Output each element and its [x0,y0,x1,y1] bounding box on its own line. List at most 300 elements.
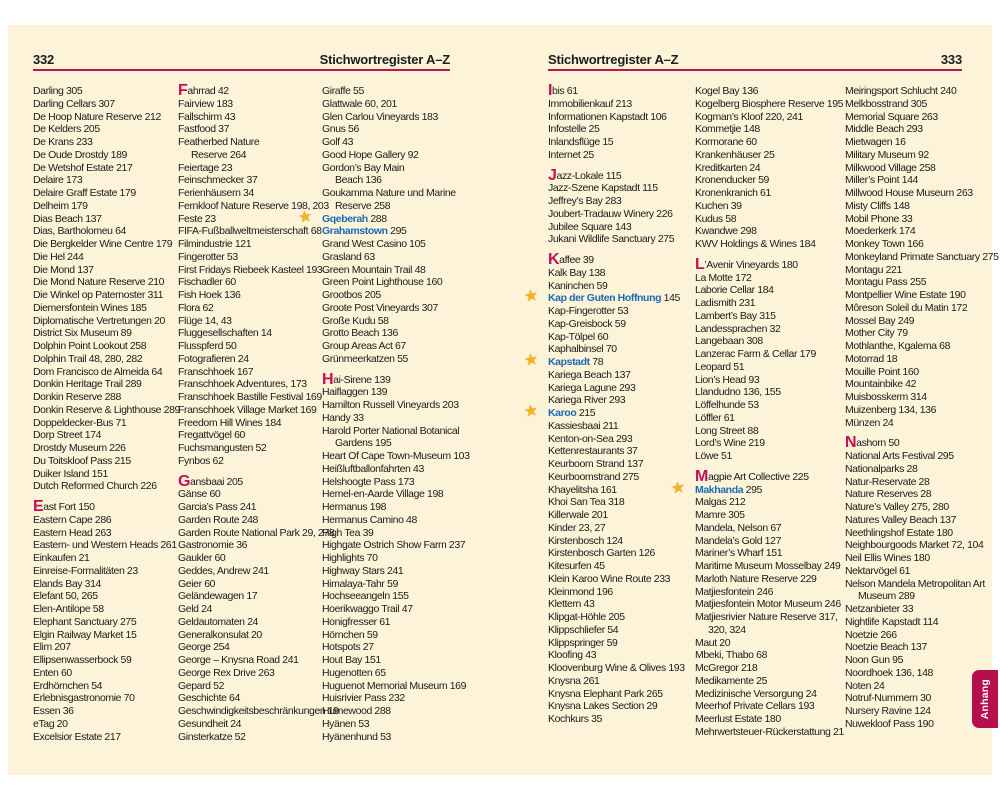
index-entry: Jukani Wildlife Sanctuary 275 [548,233,675,246]
index-entry: Grahamstown 295 [322,225,407,238]
index-entry: Essen 36 [33,705,74,717]
index-entry: Hoerikwaggo Trail 47 [322,603,413,615]
index-entry: Fluggesellschaften 14 [178,327,272,340]
section-letter: H [322,370,334,388]
index-entry: Nuwekloof Pass 190 [845,717,934,730]
index-entry: Memorial Square 263 [845,110,938,123]
index-entry: Hermanus Camino 48 [322,513,417,526]
index-entry: KWV Holdings & Wines 184 [695,238,816,250]
index-entry: Kariega River 293 [548,394,626,407]
index-entry: Neighbourgoods Market 72, 104 [845,539,984,552]
index-entry: Highgate Ostrich Show Farm 237 [322,539,466,552]
index-entry: Gordon’s Bay Main [322,161,405,174]
index-entry: Dias, Bartholomeu 64 [33,225,126,238]
index-entry: Heißluftballonfahrten 43 [322,462,424,475]
index-entry: Franschhoek Adventures, 173 [178,378,307,391]
index-column-1 [33,85,179,743]
index-entry: Infostelle 25 [548,123,600,136]
index-entry: Noon Gun 95 [845,654,904,666]
index-entry: Garden Route National Park 29, 278 [178,526,335,539]
index-entry: L’Avenir Vineyards 180 [695,255,798,273]
index-entry: Fynbos 62 [178,454,224,467]
index-entry: Mehrwertsteuer-Rückerstattung 21 [695,725,844,738]
index-entry: De Wetshof Estate 217 [33,161,133,174]
index-entry: ★ Kap der Guten Hoffnung 145 [522,287,680,307]
index-entry: Millwood House Museum 263 [845,187,973,199]
index-entry: Mother City 79 [845,327,908,340]
index-entry: Knysna Lakes Section 29 [548,700,658,713]
index-entry: Highway Stars 241 [322,564,404,577]
index-entry: Miller’s Point 144 [845,174,918,187]
index-entry: Hotspots 27 [322,641,374,654]
index-entry: George 254 [178,641,230,654]
index-entry: Erdhörnchen 54 [33,679,103,692]
index-entry: Lion’s Head 93 [695,373,760,386]
index-entry: Geier 60 [178,577,216,590]
index-entry: Elim 207 [33,641,71,654]
index-entry: Fregattvögel 60 [178,429,245,442]
index-entry: Noordhoek 136, 148 [845,666,933,679]
index-entry: Krankenhäuser 25 [695,148,775,161]
index-column-4 [522,82,694,726]
index-entry: Die Winkel op Paternoster 311 [33,289,164,301]
index-entry: Good Hope Gallery 92 [322,148,419,161]
index-entry: Drostdy Museum 226 [33,442,126,454]
left-page-header [33,51,450,71]
index-entry: Khayelitsha 161 [548,483,617,496]
index-entry: Natures Valley Beach 137 [845,513,957,526]
index-entry: Mbeki, Thabo 68 [695,649,768,662]
index-entry: Kaphalbinsel 70 [548,343,617,356]
index-entry: Informationen Kapstadt 106 [548,110,667,123]
index-entry: Golf 43 [322,136,354,148]
index-entry: Elephant Sanctuary 275 [33,615,137,628]
index-entry: Jazz-Lokale 115 [548,166,622,184]
index-entry: Klettern 43 [548,598,595,611]
index-entry: Huguenot Memorial Museum 169 [322,679,467,692]
index-entry: Laborie Cellar 184 [695,284,774,297]
index-entry: Elen-Antilope 58 [33,603,104,615]
index-entry: Geländewagen 17 [178,590,258,603]
index-entry: Glattwale 60, 201 [322,97,397,110]
index-entry: Llandudno 136, 155 [695,386,781,399]
index-entry: Einkaufen 21 [33,552,90,564]
index-entry: Landessprachen 32 [695,322,781,335]
section-letter: G [178,472,191,490]
index-column-3 [296,85,474,743]
index-entry: Kormorane 60 [695,136,757,148]
index-entry: Joubert-Tradauw Winery 226 [548,207,673,220]
index-entry: Gänse 60 [178,488,221,501]
index-entry: Jubilee Square 143 [548,220,632,233]
index-entry: Diemersfontein Wines 185 [33,301,147,314]
index-entry: Enten 60 [33,666,72,679]
index-entry: Dorp Street 174 [33,429,102,442]
index-entry: Misty Cliffs 148 [845,199,910,212]
index-entry: Löwe 51 [695,450,732,462]
index-entry: Kronenkranich 61 [695,187,771,199]
index-entry: FIFA-Fußballweltmeisterschaft 68 [178,225,322,238]
index-entry: Malgas 212 [695,496,746,509]
index-entry: Elgin Railway Market 15 [33,628,137,641]
index-entry: De Kelders 205 [33,123,100,136]
index-entry: Montpellier Wine Estate 190 [845,289,966,301]
index-entry: Grasland 63 [322,250,375,263]
index-entry: Knysna Elephant Park 265 [548,687,663,700]
index-entry: Erlebnisgastronomie 70 [33,692,135,705]
index-entry: Die Bergkelder Wine Centre 179 [33,238,173,250]
index-entry: Humewood 288 [322,705,391,717]
highlighted-entry-name: Grahamstown [322,225,388,238]
index-entry: Franschhoek Bastille Festival 169 [178,391,322,403]
index-entry: Giraffe 55 [322,85,364,97]
index-entry: Löffelhunde 53 [695,399,759,411]
index-entry: Nature Reserves 28 [845,488,932,501]
index-entry: Grünmeerkatzen 55 [322,352,408,365]
index-entry: Honigfresser 61 [322,615,391,628]
index-entry: Hyänenhund 53 [322,730,391,743]
index-entry: Fallschirm 43 [178,110,236,123]
index-entry: Klein Karoo Wine Route 233 [548,572,671,585]
index-entry: Gastronomie 36 [178,539,248,552]
index-entry: Medikamente 25 [695,674,768,687]
index-entry: ★ Karoo 215 [522,402,596,421]
index-entry: High Tea 39 [322,526,374,539]
index-entry: Hochseeangeln 155 [322,590,409,603]
index-entry: Kleinmond 196 [548,585,613,598]
index-entry: Kap-Greisbock 59 [548,317,626,330]
index-entry: Eastern- und Western Heads 261 [33,539,177,552]
index-entry: Dolphin Trail 48, 280, 282 [33,352,143,365]
index-entry: Keurboomstrand 275 [548,470,639,483]
index-entry: Mamre 305 [695,509,745,521]
index-entry: Melkbosstrand 305 [845,97,927,110]
index-entry: Helshoogte Pass 173 [322,475,415,488]
index-entry: Matjiesfontein Motor Museum 246 [695,598,841,611]
index-entry: 320, 324 [708,623,746,636]
index-column-6 [845,85,997,731]
index-entry: Maut 20 [695,636,731,649]
appendix-tab [972,670,998,728]
index-entry: Grootbos 205 [322,289,381,301]
index-entry: Kronenducker 59 [695,174,769,187]
index-entry: Kettenrestaurants 37 [548,445,638,458]
index-entry: Khoi San Tea 318 [548,496,625,509]
index-entry: Excelsior Estate 217 [33,730,121,743]
index-entry: Matjiesrivier Nature Reserve 317, [695,611,838,623]
index-entry: Kogelberg Biosphere Reserve 195 [695,97,844,110]
index-entry: Moederkerk 174 [845,225,916,238]
index-entry: Lambert’s Bay 315 [695,309,776,322]
index-entry: Maritime Museum Mosselbay 249 [695,560,841,572]
index-entry: Delaire 173 [33,174,83,187]
index-entry: Himalaya-Tahr 59 [322,577,398,590]
index-entry: Delheim 179 [33,199,88,212]
index-entry: Muisbosskerm 314 [845,391,927,403]
index-entry: Kap-Tölpel 60 [548,330,609,343]
index-entry: Groote Post Vineyards 307 [322,301,438,314]
index-entry: Internet 25 [548,148,594,161]
index-entry: Kenton-on-Sea 293 [548,432,633,445]
index-entry: ★ Makhanda 295 [669,478,762,498]
index-entry: Long Street 88 [695,424,759,437]
index-entry: Handy 33 [322,411,364,424]
index-entry: Harold Porter National Botanical [322,424,460,437]
index-entry: Môreson Soleil du Matin 172 [845,301,968,314]
highlighted-entry-name: Karoo [548,407,577,419]
index-entry: Hemel-en-Aarde Village 198 [322,488,444,501]
index-entry: Glen Carlou Vineyards 183 [322,110,438,123]
index-entry: Kochkurs 35 [548,713,602,725]
index-entry: Kirstenbosch Garten 126 [548,547,655,560]
index-entry: Noetzie 266 [845,628,897,641]
highlighted-entry-name: Kapstadt [548,356,590,368]
index-entry: Hugenotten 65 [322,666,386,679]
index-entry: Hermanus 198 [322,501,387,513]
index-entry: George Rex Drive 263 [178,666,275,679]
index-entry: Duiker Island 151 [33,467,108,480]
index-entry: Fuchsmangusten 52 [178,442,267,454]
index-entry: Noetzie Beach 137 [845,641,927,654]
section-letter: I [548,82,553,99]
index-entry: Nursery Ravine 124 [845,705,931,717]
index-entry: Hörnchen 59 [322,628,378,641]
index-entry: Haiflaggen 139 [322,386,388,399]
index-entry: Freedom Hill Wines 184 [178,416,282,429]
index-entry: Kudus 58 [695,212,737,225]
index-entry: Immobilienkauf 213 [548,97,632,110]
index-entry: Dolphin Point Lookout 258 [33,340,147,352]
index-entry: East Fort 150 [33,498,95,515]
section-letter: N [845,434,857,452]
index-entry: Langebaan 308 [695,335,763,348]
index-entry: ★ Kapstadt 78 [522,351,604,370]
index-entry: Garden Route 248 [178,513,258,526]
index-entry: Huisrivier Pass 232 [322,692,405,705]
index-entry: Reserve 258 [335,199,391,212]
appendix-tab-label: Anhang [979,678,991,720]
star-icon: ★ [296,207,314,227]
book-spread [8,25,999,775]
index-entry: Kirstenbosch 124 [548,534,623,547]
index-entry: Nektarvögel 61 [845,564,911,577]
index-entry: Jeffrey’s Bay 283 [548,195,622,207]
index-entry: Hyänen 53 [322,717,370,730]
index-entry: Meerlust Estate 180 [695,713,781,725]
index-entry: Diplomatische Vertretungen 20 [33,314,165,327]
index-entry: Elands Bay 314 [33,577,101,590]
index-entry: Franschhoek 167 [178,365,254,378]
page-number-right: 333 [940,52,962,67]
index-entry: Kassiesbaai 211 [548,419,619,432]
index-entry: Kariega Beach 137 [548,368,631,381]
index-entry: Doppeldecker-Bus 71 [33,416,127,429]
index-entry: Kommetjie 148 [695,123,760,136]
index-entry: Mandela’s Gold 127 [695,534,782,547]
highlighted-entry-name: Gqeberah [322,212,368,225]
index-entry: Löffler 61 [695,411,735,424]
index-entry: Heart Of Cape Town-Museum 103 [322,450,470,462]
index-entry: Mountainbike 42 [845,378,917,391]
index-entry: Noten 24 [845,679,885,692]
index-entry: Generalkonsulat 20 [178,628,262,641]
index-entry: Eastern Head 263 [33,526,112,539]
index-entry: Klippspringer 59 [548,636,618,649]
index-entry: Gansbaai 205 [178,472,243,490]
index-entry: Grand West Casino 105 [322,238,426,250]
index-entry: Du Toitskloof Pass 215 [33,454,131,467]
index-entry: Muizenberg 134, 136 [845,403,937,416]
star-icon: ★ [669,478,687,498]
index-entry: Geldautomaten 24 [178,615,258,628]
index-entry: Gnus 56 [322,123,359,136]
index-entry: Eastern Cape 286 [33,513,112,526]
index-entry: Die Mond Nature Reserve 210 [33,276,165,289]
index-entry: Fotografieren 24 [178,352,249,365]
index-entry: Einreise-Formalitäten 23 [33,564,138,577]
star-icon: ★ [522,402,540,421]
index-entry: Kreditkarten 24 [695,161,761,174]
index-entry: Gesundheit 24 [178,717,242,730]
index-entry: Montagu Pass 255 [845,276,927,289]
section-letter: M [695,467,708,485]
index-entry: ★ Gqeberah 288 [296,207,387,227]
index-entry: Geld 24 [178,603,212,615]
index-entry: Ellipsenwasserbock 59 [33,654,132,666]
star-icon: ★ [522,351,540,370]
index-entry: Magpie Art Collective 225 [695,467,809,485]
index-entry: Motorrad 18 [845,352,898,365]
index-entry: Grotto Beach 136 [322,327,398,340]
index-entry: Dom Francisco de Almeida 64 [33,365,163,378]
index-entry: Middle Beach 293 [845,123,923,136]
highlighted-entry-name: Makhanda [695,483,744,496]
section-letter: F [178,82,188,99]
index-entry: Hout Bay 151 [322,654,381,666]
index-entry: Netzanbieter 33 [845,603,914,615]
index-entry: Notruf-Nummern 30 [845,692,931,705]
index-entry: Kogman’s Kloof 220, 241 [695,110,803,123]
index-entry: Meerhof Private Cellars 193 [695,700,815,713]
index-entry: Hamilton Russell Vineyards 203 [322,399,459,411]
index-entry: Green Mountain Trail 48 [322,263,426,276]
index-entry: Fahrrad 42 [178,82,229,99]
index-entry: District Six Museum 89 [33,327,132,340]
index-entry: Die Mond 137 [33,263,94,276]
index-entry: Montagu 221 [845,263,902,276]
index-entry: Green Point Lighthouse 160 [322,276,443,289]
index-entry: Kogel Bay 136 [695,85,759,97]
index-entry: National Arts Festival 295 [845,450,954,462]
index-entry: Feiertage 23 [178,161,233,174]
header-title-left: Stichwortregister A–Z [319,52,450,67]
section-letter: E [33,498,44,515]
index-entry: Fingerotter 53 [178,250,238,263]
index-entry: Ginsterkatze 52 [178,730,246,743]
index-entry: Nationalparks 28 [845,462,918,475]
section-letter: L [695,255,705,273]
index-entry: Fairview 183 [178,97,233,110]
index-entry: Darling 305 [33,85,83,97]
index-entry: Lord’s Wine 219 [695,437,765,450]
page-number-left: 332 [33,52,55,67]
index-entry: Kuchen 39 [695,199,742,212]
index-entry: Mothlanthe, Kgalema 68 [845,340,951,352]
index-entry: Dias Beach 137 [33,212,102,225]
index-entry: eTag 20 [33,717,68,730]
index-entry: Killerwale 201 [548,509,608,521]
index-entry: Inlandsflüge 15 [548,136,614,148]
index-entry: Kinder 23, 27 [548,521,606,534]
index-entry: Mandela, Nelson 67 [695,521,782,534]
index-entry: Hai-Sirene 139 [322,370,391,388]
index-entry: Gaukler 60 [178,552,226,564]
index-entry: Delaire Graff Estate 179 [33,187,136,199]
index-entry: Fastfood 37 [178,123,230,136]
index-entry: Meiringsport Schlucht 240 [845,85,957,97]
index-entry: Highlights 70 [322,552,378,564]
index-entry: Donkin Heritage Trail 289 [33,378,142,391]
index-entry: Kaninchen 59 [548,279,608,292]
index-entry: Geschwindigkeitsbeschränkungen 19 [178,705,339,717]
index-entry: Nightlife Kapstadt 114 [845,615,939,628]
index-entry: Military Museum 92 [845,148,929,161]
index-entry: Kariega Lagune 293 [548,381,636,394]
index-entry: Kloofing 43 [548,649,597,662]
index-entry: Kwandwe 298 [695,225,757,238]
index-entry: Mossel Bay 249 [845,314,915,327]
index-entry: Nature’s Valley 275, 280 [845,501,949,513]
index-entry: Gardens 195 [335,437,392,450]
index-entry: Beach 136 [335,174,382,187]
index-entry: Geddes, Andrew 241 [178,564,269,577]
index-entry: Neil Ellis Wines 180 [845,552,930,564]
index-entry: Feinschmecker 37 [178,174,258,187]
index-entry: Kaffee 39 [548,251,594,268]
index-entry: Flüge 14, 43 [178,314,232,327]
index-entry: Franschhoek Village Market 169 [178,403,317,416]
index-entry: Gepard 52 [178,679,225,692]
index-entry: Neethlingshof Estate 180 [845,526,953,539]
index-entry: Nashorn 50 [845,434,900,452]
index-entry: Kitesurfen 45 [548,560,605,572]
star-icon: ★ [522,287,540,307]
index-entry: Matjiesfontein 246 [695,585,774,598]
index-entry: Kalk Bay 138 [548,266,606,279]
index-entry: Lanzerac Farm & Cellar 179 [695,348,816,360]
index-entry: Elefant 50, 265 [33,590,98,603]
index-entry: Monkey Town 166 [845,238,924,250]
index-entry: Leopard 51 [695,360,745,373]
index-entry: Große Kudu 58 [322,314,389,327]
index-entry: Garcia’s Pass 241 [178,501,257,513]
index-entry: Medizinische Versorgung 24 [695,687,817,700]
index-entry: George – Knysna Road 241 [178,654,299,666]
index-entry: Flora 62 [178,301,214,314]
index-entry: Münzen 24 [845,416,894,429]
index-entry: Klipgat-Höhle 205 [548,611,625,623]
index-entry: Filmindustrie 121 [178,238,252,250]
index-entry: Fernkloof Nature Reserve 198, 203 [178,199,329,212]
index-entry: Jazz-Szene Kapstadt 115 [548,182,658,195]
index-entry: Nelson Mandela Metropolitan Art [845,577,985,590]
index-entry: Die Hel 244 [33,250,84,263]
index-entry: De Oude Drostdy 189 [33,148,127,161]
index-entry: Donkin Reserve & Lighthouse 289 [33,403,180,416]
index-entry: First Fridays Riebeek Kasteel 193 [178,263,323,276]
section-letter: J [548,166,557,184]
index-entry: Museum 289 [858,590,915,603]
